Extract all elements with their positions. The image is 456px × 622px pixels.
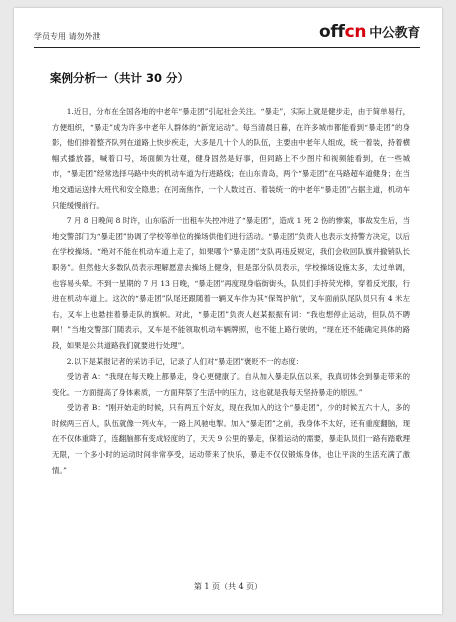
paragraph-3: 2.以下是某报记者的采访手记，记录了人们对“暴走团”褒贬不一的态度： [66,356,304,366]
offcn-logo [319,22,420,42]
header-divider [34,47,420,48]
page-header [34,16,420,46]
paragraph-1: 1.近日，分布在全国各地的中老年“暴走团”引起社会关注。“暴走”，实际上就是健步走，由于简单易行，方便组织，“暴走”成为许多中老年人群体的“新宠运动”。每当清晨日暮，在许多城市都能看到“暴走团”的身影，他们排着整齐队列在道路上快步疾走，大多是几十个人的队伍，主要由中老年人组成，统一着装，持着横幅式播放器，喊着口号，场面颇为壮观，健身固然是好事，但同路上不少图片和视频能看到，在一些城市，“暴走团”经常选择马路中央的机动车道为行进路线；在山东青岛，两个“暴走团”在马路超车道健身；在当地交通运送排大班代和安全隐患；在河南焦作，一个人数过百、着装统一的中老年“暴走团”占据主道，机动车只能缓慢前行。 [52,107,410,210]
header-confidential-note: 学员专用 请勿外泄 [34,32,101,41]
paragraph-5: 受访者 B：“刚开始走的时候，只有两五个好友，现在我加入的这个“暴走团”，少的时候五六十人，多的时候两三百人，队伍就像一列火车，一路上风驰电掣。加入“暴走团”之前，我身体不太好，还有重度翻脑，现在不仅体重降了，连翻脑都有变成轻度的了，天天 9 公里的暴走，保着运动的需要，暴走队员们一路有踏歌理无限，一个多小时的运动时间非常享受，运动带来了快乐，暴走不仅仅锻炼身体，也让平淡的生活充满了激情。” [52,403,410,475]
case-material-body [52,104,410,478]
document-page [14,8,442,614]
paragraph-2: 7 月 8 日晚间 8 时许，山东临沂一出租车失控冲进了“暴走团”，造成 1 死 2 伤的惨案，事故发生后，当地交警部门为“暴走团”协调了学校等单位的操场供他们进行活动。“暴走团”负责人也表示支持警方决定，以后在学校操场。“绝对不能在机动车道上走了，如果哪个“暴走团”支队再违反规定，我们会收回队旗并撤销队长职务”。但然他大多数队员表示理解愿意去操场上健身，但是部分队员表示，学校操场设施太多，太过单调，也容易头晕。不到一星期的 7 月 13 日晚，“暴走团”再度现身临街街头，队员们手持荧光棒，穿着反光服，行进在机动车道上。这次的“暴走团”队尾还跟随着一辆叉车作为其“保驾护航”，叉车面前队尾队员只有 4 米左右，叉车上也悬挂着暴走队的旗帜。对此，“暴走团”负责人赵某振振有词：“我也想停止运动，但队员不聘啊！”当地交警部门随表示，叉车是不能领取机动车辆牌照，也不能上路行驶的，“现在还不能确定具体的路段，如果是公共道路我们就要进行处理”。 [52,216,410,350]
logo-latin-pre: off [319,22,345,42]
logo-latin-accent: cn [344,22,367,42]
logo-chinese: 中公教育 [369,26,420,41]
paragraph-4: 受访者 A：“我现在每天晚上都暴走，身心更健康了。自从加入暴走队伍以来，我真切体会到暴走带来的变化。一方面提高了身体素质，一方面拜祭了生活中的压力，这也就是我每天坚持暴走的原因。” [52,372,410,397]
section-title: 案例分析一（共计 30 分） [50,71,190,85]
page-number-footer: 第 1 页（共 4 页） [193,582,263,591]
